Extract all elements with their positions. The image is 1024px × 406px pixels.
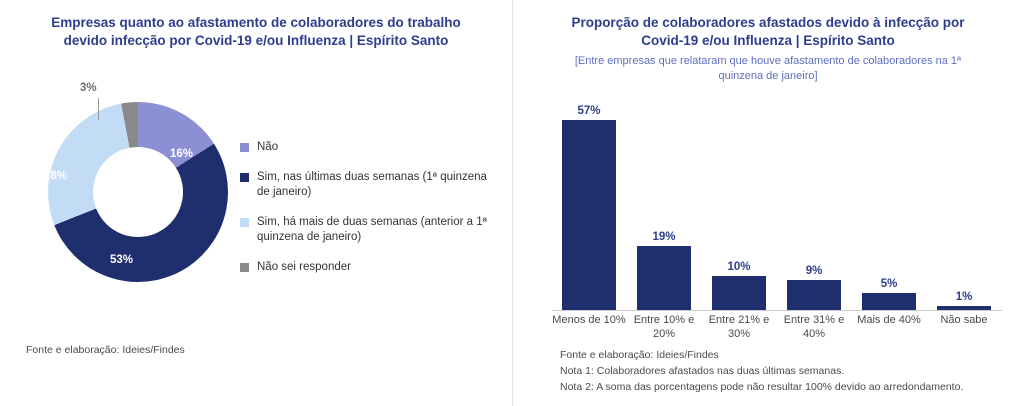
legend-label: Sim, há mais de duas semanas (anterior a 1ª quinzena de janeiro) <box>257 215 487 244</box>
bar-chart-plot <box>552 96 1002 311</box>
bar-value-label: 10% <box>727 261 751 273</box>
legend-swatch-icon <box>240 143 249 152</box>
bar-column <box>862 278 916 310</box>
right-source-note: Fonte e elaboração: Ideies/Findes <box>560 349 719 361</box>
right-chart-subtitle: [Entre empresas que relataram que houve afastamento de colaboradores na 1ª quinzena de janeiro] <box>574 55 962 83</box>
bar-value-label: 9% <box>805 265 823 277</box>
legend-swatch-icon <box>240 263 249 272</box>
legend-item <box>240 260 490 276</box>
bar-value-label: 1% <box>955 291 973 303</box>
bar <box>712 276 766 310</box>
bar-value-label: 19% <box>652 231 676 243</box>
category-label: Mais de 40% <box>857 314 921 326</box>
bar <box>787 280 841 310</box>
bar-chart-baseline <box>552 310 1002 311</box>
donut-label-nao: 16% <box>170 148 194 160</box>
donut-chart <box>18 82 248 306</box>
left-source-note: Fonte e elaboração: Ideies/Findes <box>26 344 185 356</box>
right-note-2: Nota 2: A soma das porcentagens pode não resultar 100% devido ao arredondamento. <box>560 380 964 393</box>
bar <box>862 293 916 310</box>
bar <box>637 246 691 310</box>
category-label: Menos de 10% <box>552 314 626 326</box>
bar <box>937 306 991 310</box>
bar <box>562 120 616 310</box>
bar-column <box>787 265 841 310</box>
donut-hole <box>93 147 183 237</box>
legend-label: Não <box>257 141 279 153</box>
right-chart-title: Proporção de colaboradores afastados devido à infecção por Covid-19 e/ou Influenza | Espírito Santo <box>571 15 965 49</box>
category-label: Entre 21% e 30% <box>708 314 770 340</box>
bar-column <box>562 105 616 310</box>
donut-legend <box>240 140 490 289</box>
category-label: Não sabe <box>940 314 988 326</box>
legend-item <box>240 170 490 201</box>
legend-item <box>240 140 490 156</box>
bar-value-label: 5% <box>880 278 898 290</box>
legend-swatch-icon <box>240 218 249 227</box>
bar-column <box>637 231 691 310</box>
donut-leader-line <box>98 98 99 120</box>
legend-swatch-icon <box>240 173 249 182</box>
legend-item <box>240 215 490 246</box>
bar-value-label: 57% <box>577 105 601 117</box>
category-label: Entre 31% e 40% <box>783 314 845 340</box>
right-note-1: Nota 1: Colaboradores afastados nas duas últimas semanas. <box>560 364 845 377</box>
bar-column <box>937 291 991 310</box>
donut-label-nao-sei-responder: 3% <box>80 82 97 94</box>
right-footnotes <box>560 348 963 395</box>
legend-label: Não sei responder <box>257 260 351 273</box>
category-label: Entre 10% e 20% <box>633 314 695 340</box>
donut-label-sim-ha-mais-de-duas-semanas: 28% <box>44 170 68 182</box>
left-chart-title: Empresas quanto ao afastamento de colaboradores do trabalho devido infecção por Covid-19 e/ou Influenza | Espírito Santo <box>51 15 461 49</box>
bar-column <box>712 261 766 310</box>
legend-label: Sim, nas últimas duas semanas (1ª quinzena de janeiro) <box>257 170 487 199</box>
donut-label-sim-ultimas-duas-semanas: 53% <box>110 254 134 266</box>
